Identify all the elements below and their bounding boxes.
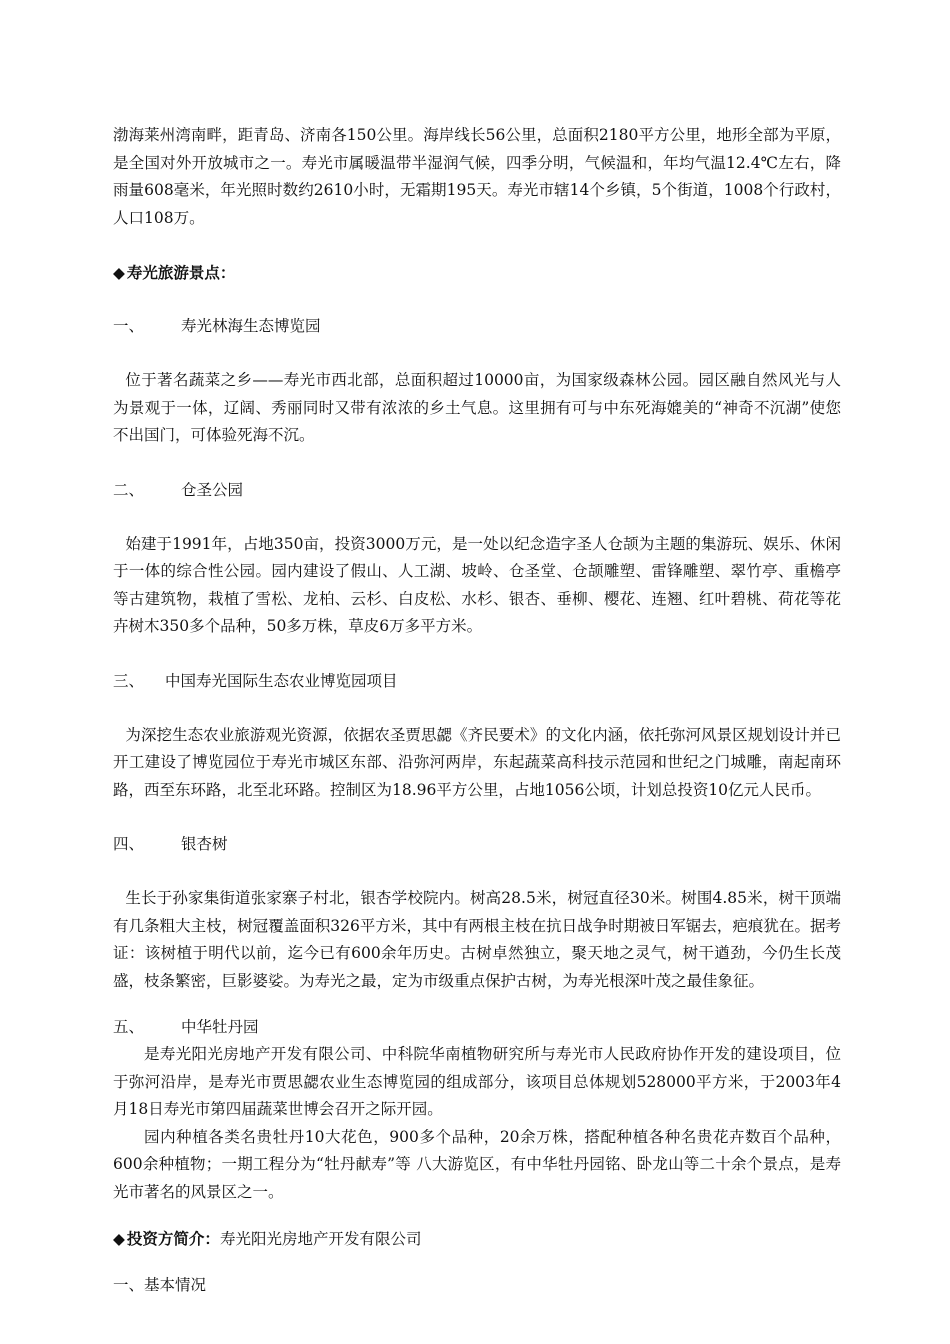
site-5-title: 中华牡丹园 [181,1018,259,1036]
diamond-bullet-icon: ◆ [113,263,125,282]
document-page [113,122,841,1299]
diamond-bullet-icon: ◆ [113,1229,125,1248]
site-3-title: 中国寿光国际生态农业博览园项目 [165,671,398,690]
site-4-heading [113,831,841,858]
site-3-number: 三、 [113,671,145,690]
site-2-heading [113,477,841,504]
site-5-heading [113,1014,841,1041]
site-3-paragraph: 为深挖生态农业旅游观光资源，依据农圣贾思勰《齐民要术》的文化内涵，依托弥河风景区规划设计并已开工建设了博览园位于寿光市城区东部、沿弥河两岸，东起蔬菜高科技示范园和世纪之门城雕，南起南环路，西至东环路，北至北环路。控制区为18.96平方公里，占地1056公顷，计划总投资10亿元人民币。 [113,725,841,799]
site-2-number: 二、 [113,480,145,499]
site-4-title: 银杏树 [181,835,228,853]
site-1-paragraph: 位于著名蔬菜之乡——寿光市西北部，总面积超过10000亩，为国家级森林公园。园区融自然风光与人为景观于一体，辽阔、秀丽同时又带有浓浓的乡土气息。这里拥有可与中东死海媲美的“神奇不沉湖”使您不出国门，可体验死海不沉。 [113,371,841,444]
site-2-paragraph: 始建于1991年，占地350亩，投资3000万元，是一处以纪念造字圣人仓颉为主题的集游玩、娱乐、休闲于一体的综合性公园。园内建设了假山、人工湖、坡岭、仓圣堂、仓颉雕塑、雷锋雕塑、翠竹亭、重檐亭等古建筑物，栽植了雪松、龙柏、云杉、白皮松、水杉、银杏、垂柳、樱花、连翘、红叶碧桃、荷花等花卉树木350多个品种，50多万株，草皮6万多平方米。 [113,534,841,635]
tourism-heading-text: 寿光旅游景点： [126,263,236,282]
site-1-title: 寿光林海生态博览园 [181,317,321,335]
site-5-paragraph-1: 是寿光阳光房地产开发有限公司、中科院华南植物研究所与寿光市人民政府协作开发的建设项目，位于弥河沿岸，是寿光市贾思勰农业生态博览园的组成部分，该项目总体规划528000平方米，于2003年4月18日寿光市第四届蔬菜世博会召开之际开园。 [113,1045,841,1118]
investor-heading-text: 投资方简介： [126,1229,220,1248]
site-5-paragraph-2: 园内种植各类名贵牡丹10大花色，900多个品种，20余万株，搭配种植各种名贵花卉数百个品种，600余种植物；一期工程分为“牡丹献寿”等 八大游览区，有中华牡丹园铭、卧龙山等二十余个景点，是寿光市著名的风景区之一。 [113,1127,841,1201]
site-1-number: 一、 [113,317,145,335]
intro-paragraph: 渤海莱州湾南畔，距青岛、济南各150公里。海岸线长56公里，总面积2180平方公里，地形全部为平原，是全国对外开放城市之一。寿光市属暖温带半湿润气候，四季分明，气候温和，年均气温12.4℃左右，降雨量608毫米，年光照时数约2610小时，无霜期195天。寿光市辖14个乡镇，5个街道，1008个行政村，人口108万。 [113,126,841,227]
investor-heading [113,1225,841,1253]
site-4-paragraph: 生长于孙家集街道张家寨子村北，银杏学校院内。树高28.5米，树冠直径30米。树围4.85米，树干顶端有几条粗大主枝，树冠覆盖面积326平方米，其中有两根主枝在抗日战争时期被日军锯去，疤痕犹在。据考证：该树植于明代以前，迄今已有600余年历史。古树卓然独立，聚天地之灵气，树干遒劲，今仍生长茂盛，枝条繁密，巨影婆娑。为寿光之最，定为市级重点保护古树，为寿光根深叶茂之最佳象征。 [113,889,841,990]
investor-name: 寿光阳光房地产开发有限公司 [219,1230,422,1248]
site-5-number: 五、 [113,1018,145,1036]
basic-info-heading: 一、基本情况 [113,1276,207,1294]
site-4-number: 四、 [113,835,145,853]
site-1-heading [113,313,841,340]
tourism-heading [113,259,841,286]
site-3-heading [113,668,841,695]
site-2-title: 仓圣公园 [181,480,244,499]
